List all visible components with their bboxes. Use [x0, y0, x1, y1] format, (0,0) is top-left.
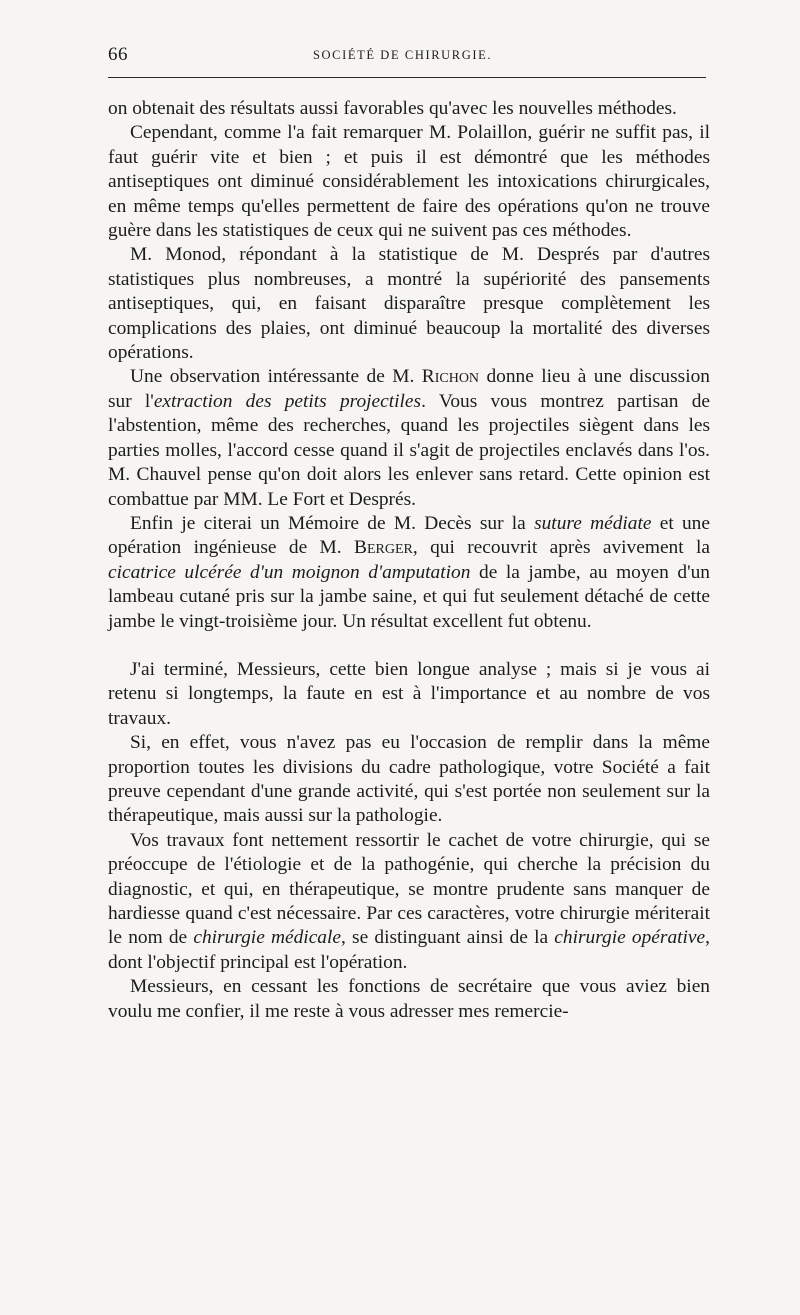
paragraph: [108, 731, 710, 829]
paragraph: [108, 243, 710, 365]
text-run: Vos travaux font nettement ressortir le cachet de votre chirurgie, qui se préoccupe de l'étiologie et de la pathogénie, qui cherche la précision du diagnostic, et qui, en thérapeutique, se montre prudente sans manquer de hardiesse quand c'est nécessaire. Par ces caractères, votre chirurgie mériterait le nom de: [108, 829, 710, 949]
page-header: [108, 44, 708, 72]
small-caps-name: Richon: [421, 366, 480, 388]
body-text: [108, 97, 710, 1024]
text-run: on obtenait des résultats aussi favorables qu'avec les nouvelles méthodes.: [108, 98, 677, 119]
text-run: de la jambe, au moyen d'un lambeau cutané pris sur la jambe saine, et qui fut seulement détaché de cette jambe le vingt-troisième jour. Un résultat excellent fut obtenu.: [108, 561, 711, 632]
text-run: Enfin je citerai un Mémoire de M. Decès sur la: [130, 512, 535, 534]
paragraph: [108, 121, 710, 243]
paragraph: [108, 829, 710, 975]
text-run: . Vous vous montrez partisan de l'abstention, même des recherches, quand les projectiles siègent dans les parties molles, l'accord cesse quand il s'agit de projectiles enclavés dans l'os. M. Chauvel pense qu'on doit alors les enlever sans retard. Cette opinion est combattue par MM. Le Fort et Després.: [108, 390, 710, 510]
text-run: et une opération ingénieuse de M.: [108, 512, 710, 559]
text-run: , qui recouvrit après avivement la: [412, 537, 710, 559]
text-run: Messieurs, en cessant les fonctions de secrétaire que vous aviez bien voulu me confier, il me reste à vous adresser mes remercie-: [108, 976, 710, 1022]
text-run: , dont l'objectif principal est l'opération.: [108, 927, 710, 973]
italic-phrase: suture médiate: [534, 512, 652, 534]
italic-phrase: chirurgie médicale: [193, 927, 341, 949]
paragraph: [108, 97, 710, 121]
section-gap: [108, 634, 710, 658]
header-rule: [108, 77, 706, 78]
paragraph: [108, 975, 710, 1024]
small-caps-name: Berger: [354, 537, 413, 559]
text-run: M. Monod, répondant à la statistique de M. Després par d'autres statistiques plus nombreuses, a montré la supériorité des pansements antiseptiques, qui, en faisant disparaître presque complètement les complications des plaies, ont diminué beaucoup la mortalité des diverses opérations.: [108, 244, 710, 364]
italic-phrase: cicatrice ulcérée d'un moignon d'amputation: [108, 561, 471, 583]
paragraph: [108, 365, 710, 511]
paragraph: [108, 512, 710, 634]
text-run: Une observation intéressante de M.: [130, 366, 422, 388]
text-run: , se distinguant ainsi de la: [341, 927, 555, 949]
paragraph: [108, 658, 710, 731]
text-run: Cependant, comme l'a fait remarquer M. Polaillon, guérir ne suffit pas, il faut guérir vite et bien ; et puis il est démontré que les méthodes antiseptiques ont diminué considérablement les intoxications chirurgicales, en même temps qu'elles permettent de faire des opérations qu'on ne trouve guère dans les statistiques de ceux qui ne suivent pas ces méthodes.: [108, 122, 710, 242]
text-run: Si, en effet, vous n'avez pas eu l'occasion de remplir dans la même proportion toutes les divisions du cadre pathologique, votre Société a fait preuve cependant d'une grande activité, qui s'est portée non seulement sur la thérapeutique, mais aussi sur la pathologie.: [108, 732, 710, 827]
italic-phrase: chirurgie opérative: [554, 927, 706, 949]
text-run: J'ai terminé, Messieurs, cette bien longue analyse ; mais si je vous ai retenu si longtemps, la faute en est à l'importance et au nombre de vos travaux.: [108, 658, 710, 729]
text-run: donne lieu à une discussion sur l': [108, 366, 710, 412]
running-title: SOCIÉTÉ DE CHIRURGIE.: [313, 48, 493, 62]
page-number: 66: [108, 44, 128, 65]
italic-phrase: extraction des petits projectiles: [153, 390, 422, 412]
